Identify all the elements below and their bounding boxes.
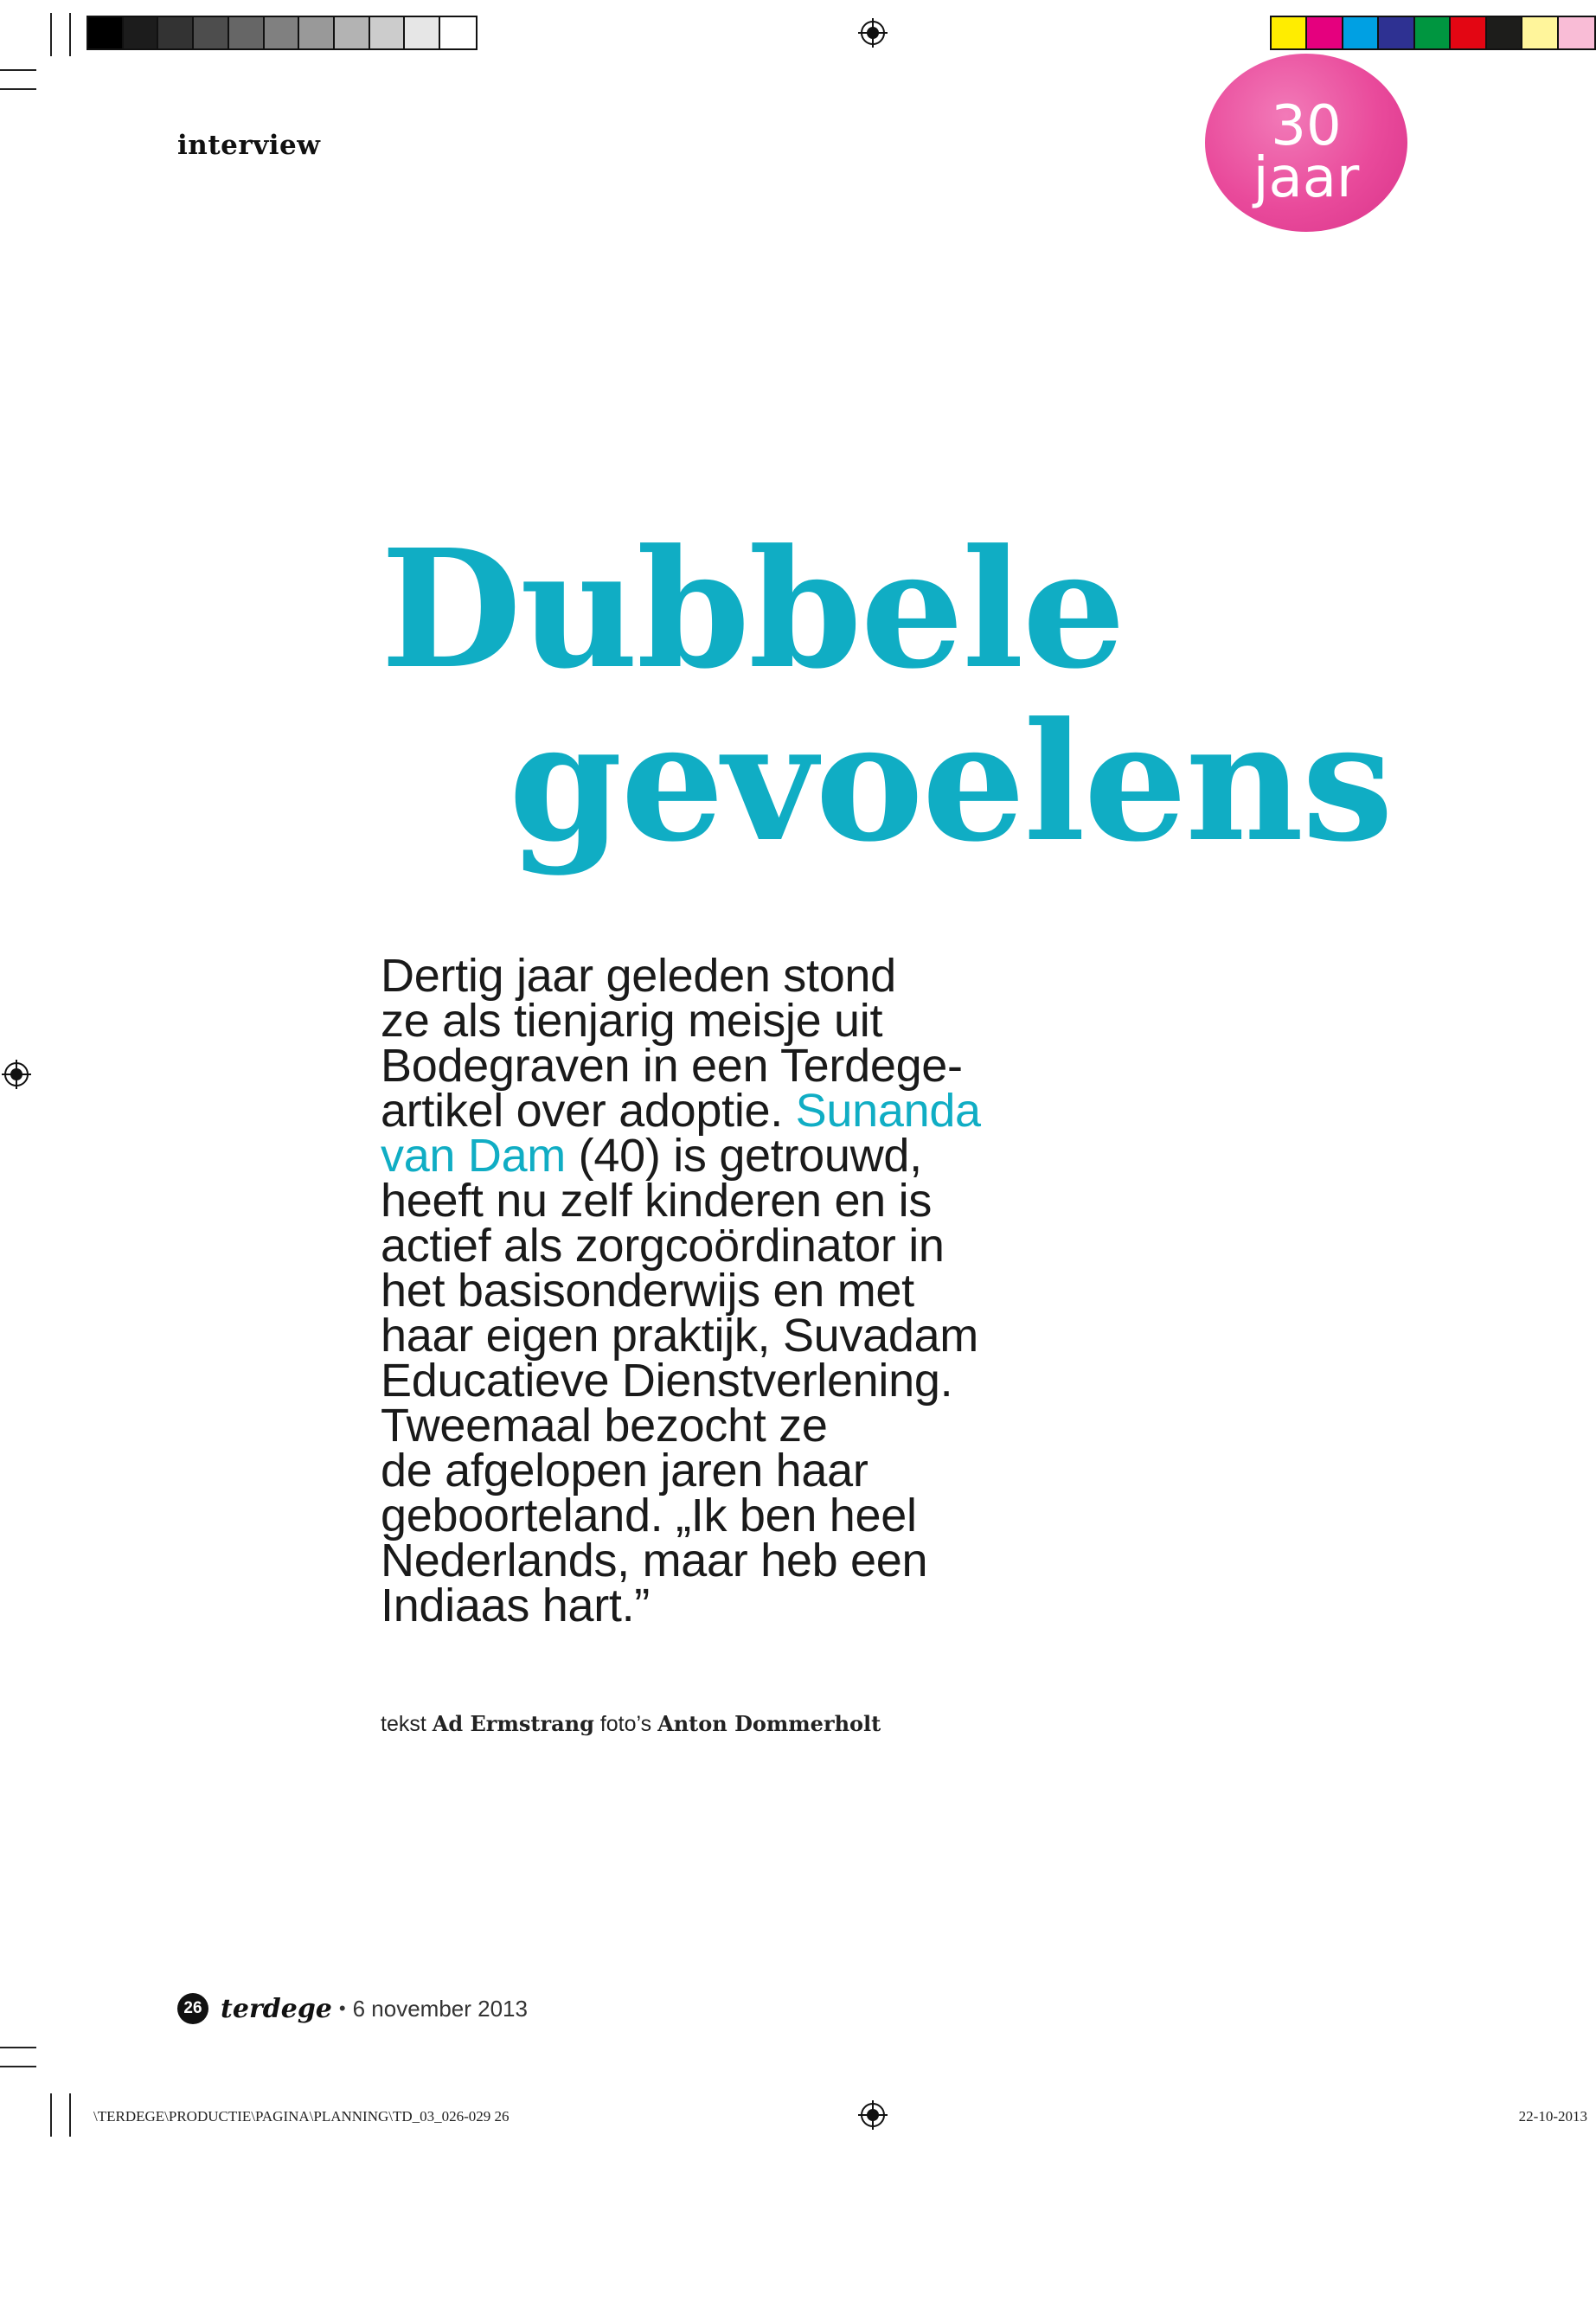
crop-mark-bottom-left-v2 xyxy=(69,2093,71,2137)
intro-line xyxy=(381,1220,1038,1272)
intro-line xyxy=(381,1580,1038,1631)
intro-text: artikel over adoptie. xyxy=(381,1085,796,1137)
intro-line xyxy=(381,1400,1038,1452)
intro-text: Dertig jaar geleden stond xyxy=(381,950,896,1002)
intro-text: Bodegraven in een Terdege- xyxy=(381,1040,963,1092)
gray-bar-swatch xyxy=(194,17,229,48)
intro-text: actief als zorgcoördinator in xyxy=(381,1220,945,1272)
section-label: interview xyxy=(177,130,321,161)
crop-mark-top-left-h1 xyxy=(0,69,36,71)
crop-mark-top-left-v2 xyxy=(69,13,71,56)
intro-name-highlight: van Dam xyxy=(381,1130,566,1182)
anniversary-badge xyxy=(1205,54,1407,232)
gray-bar-swatch xyxy=(405,17,440,48)
byline-photo-author: Anton Dommerholt xyxy=(657,1711,881,1736)
gray-bar-swatch xyxy=(265,17,300,48)
crop-mark-bottom-left-h2 xyxy=(0,2066,36,2067)
gray-bar-swatch xyxy=(440,17,476,48)
color-bar-swatch xyxy=(1272,17,1307,48)
intro-line xyxy=(381,995,1038,1047)
intro-paragraph xyxy=(381,950,1038,1631)
color-bar-swatch xyxy=(1415,17,1451,48)
gray-bar-swatch xyxy=(370,17,406,48)
color-bar-swatch xyxy=(1343,17,1379,48)
intro-line xyxy=(381,1310,1038,1362)
slug-path: \TERDEGE\PRODUCTIE\PAGINA\PLANNING\TD_03_026-029 26 xyxy=(93,2108,510,2125)
color-bar-swatch xyxy=(1559,17,1594,48)
intro-line xyxy=(381,1355,1038,1407)
intro-line xyxy=(381,950,1038,1002)
headline-line-2: gevoelens xyxy=(509,687,1392,878)
intro-text: (40) is getrouwd, xyxy=(565,1130,922,1182)
crop-mark-top-left-h2 xyxy=(0,88,36,90)
intro-name-highlight: Sunanda xyxy=(795,1085,981,1137)
issue-date: 6 november 2013 xyxy=(352,1995,528,2022)
page-footer xyxy=(177,1993,528,2024)
intro-text: Indiaas hart.” xyxy=(381,1580,650,1631)
page-number: 26 xyxy=(177,1993,208,2024)
headline-line-1: Dubbele xyxy=(381,514,1125,705)
intro-text: geboorteland. „Ik ben heel xyxy=(381,1490,917,1541)
registration-mark-left xyxy=(2,1060,31,1089)
crop-mark-bottom-left-v1 xyxy=(50,2093,52,2137)
intro-text: Educatieve Dienstverlening. xyxy=(381,1355,953,1407)
gray-bar-swatch xyxy=(299,17,335,48)
magazine-logo: terdege xyxy=(221,1993,332,2024)
intro-line xyxy=(381,1175,1038,1227)
intro-text: de afgelopen jaren haar xyxy=(381,1445,869,1497)
crop-mark-top-left-v1 xyxy=(50,13,52,56)
intro-line xyxy=(381,1490,1038,1541)
color-bar-swatch xyxy=(1487,17,1522,48)
intro-line xyxy=(381,1445,1038,1497)
intro-line xyxy=(381,1040,1038,1092)
intro-text: ze als tienjarig meisje uit xyxy=(381,995,883,1047)
intro-line xyxy=(381,1265,1038,1317)
badge-unit: jaar xyxy=(1253,146,1360,210)
footer-separator: • xyxy=(338,1997,346,2019)
intro-line xyxy=(381,1130,1038,1182)
intro-line xyxy=(381,1085,1038,1137)
color-bar-swatch xyxy=(1307,17,1343,48)
intro-text: Tweemaal bezocht ze xyxy=(381,1400,828,1452)
intro-line xyxy=(381,1535,1038,1586)
registration-mark-bottom xyxy=(858,2100,888,2130)
intro-text: haar eigen praktijk, Suvadam xyxy=(381,1310,978,1362)
process-color-bar xyxy=(1270,16,1596,50)
color-bar-swatch xyxy=(1522,17,1558,48)
gray-bar-swatch xyxy=(335,17,370,48)
byline-text-author: Ad Ermstrang xyxy=(432,1711,594,1736)
gray-bar-swatch xyxy=(229,17,265,48)
gray-bar-swatch xyxy=(124,17,159,48)
intro-text: het basisonderwijs en met xyxy=(381,1265,914,1317)
gray-bar-swatch xyxy=(88,17,124,48)
slug-date: 22-10-2013 xyxy=(1518,2108,1587,2125)
intro-text: Nederlands, maar heb een xyxy=(381,1535,928,1586)
color-bar-swatch xyxy=(1379,17,1414,48)
byline xyxy=(381,1711,881,1737)
crop-mark-bottom-left-h1 xyxy=(0,2047,36,2048)
intro-text: heeft nu zelf kinderen en is xyxy=(381,1175,933,1227)
registration-mark-top xyxy=(858,18,888,48)
byline-photo-label: foto’s xyxy=(599,1712,652,1736)
color-bar-swatch xyxy=(1451,17,1486,48)
badge-number: 30 xyxy=(1271,94,1342,158)
byline-text-label: tekst xyxy=(381,1712,426,1736)
gray-bar-swatch xyxy=(158,17,194,48)
gray-color-bar xyxy=(87,16,478,50)
